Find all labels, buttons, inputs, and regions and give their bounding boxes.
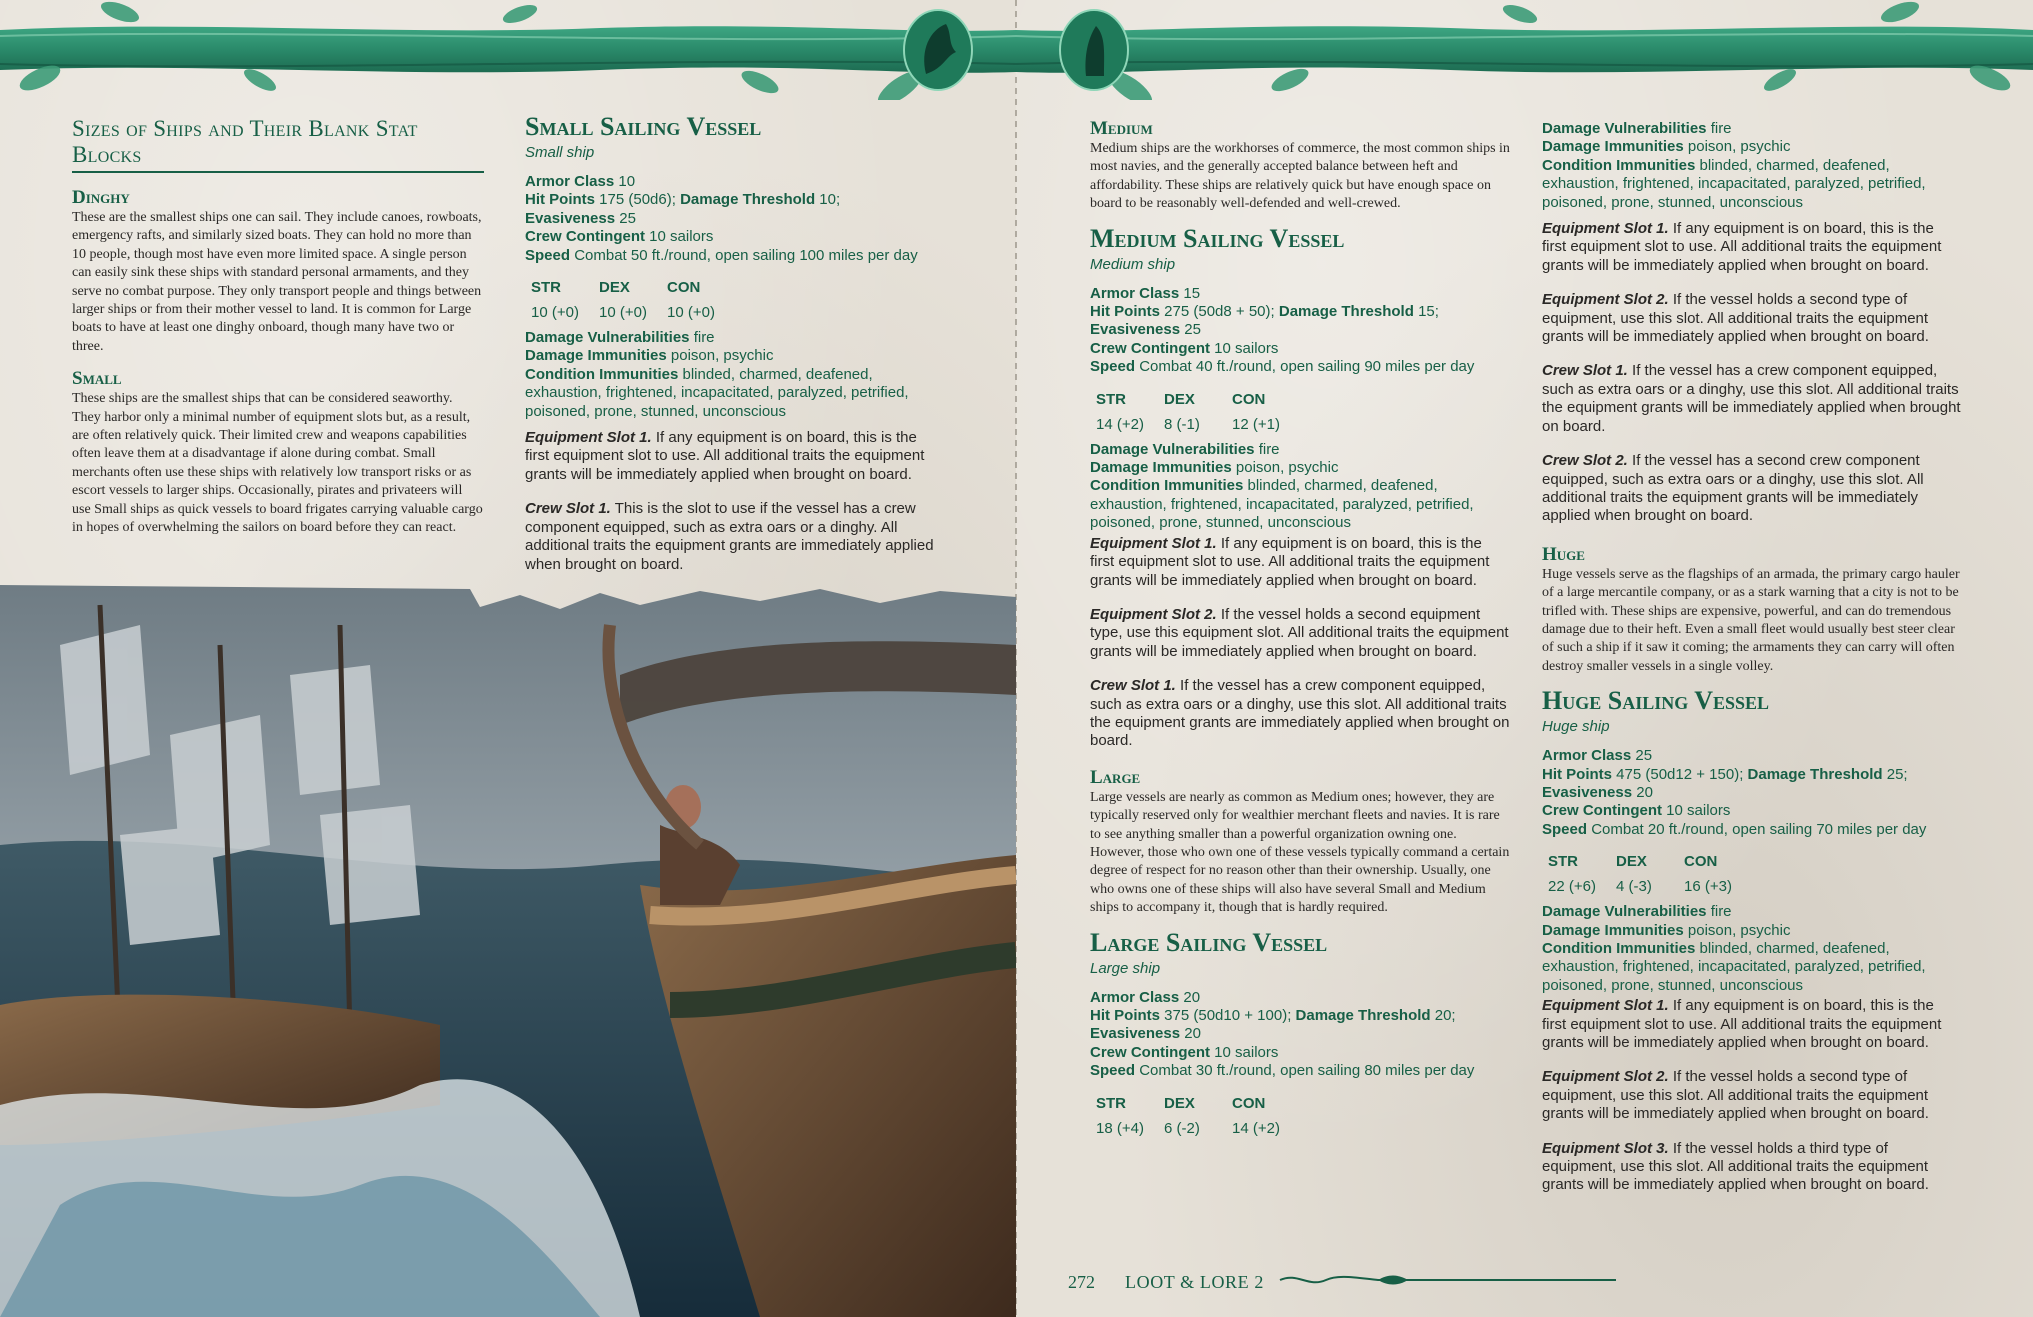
ability-scores: 10 (+0) 10 (+0) 10 (+0): [531, 304, 715, 322]
storm-ships-illustration: [0, 585, 1016, 1317]
medium-vessel-title: Medium Sailing Vessel: [1090, 223, 1345, 253]
dinghy-text: These are the smallest ships one can sail. They include canoes, rowboats, emergency rafts, and similarly sized boats. They can hold no more than 10 people, though most have even more limited space. A single person can easily sink these ships with standard personal armaments, and they serve no combat purpose. They only transport people and things between larger ships or from their mother vessel to land. It is common for Large boats to have at least one dinghy onboard, though many have two or three.: [72, 210, 482, 354]
ability-headers: STR DEX CON: [1096, 1094, 1266, 1112]
left-intro-column: [72, 116, 484, 538]
vulnerabilities-line: Damage Vulnerabilities fire: [525, 329, 715, 347]
crew-line: Crew Contingent 10 sailors: [1090, 339, 1279, 357]
condition-immunities-line: Condition Immunities blinded, charmed, deafened, exhaustion, frightened, incapacitated, paralyzed, petrified, poisoned, prone, stunned, unconscious: [525, 365, 909, 420]
small-heading: Small: [72, 368, 122, 390]
speed-line: Speed Combat 40 ft./round, open sailing 90 miles per day: [1090, 358, 1475, 376]
evasiveness-line: Evasiveness 25: [1090, 321, 1201, 339]
hit-points-line: Hit Points 275 (50d8 + 50); Damage Threshold 15;: [1090, 303, 1439, 321]
small-vessel-statblock: [525, 112, 945, 574]
trait: Crew Slot 1. If the vessel has a crew component equipped, such as extra oars or a dinghy, use this slot. All additional traits the equipment grants will be immediately applied when brought on board.: [1542, 362, 1961, 435]
trait: Equipment Slot 2. If the vessel holds a second type of equipment, use this slot. All additional traits the equipment grants will be immediately applied when brought on board.: [1542, 291, 1929, 346]
huge-vessel-title: Huge Sailing Vessel: [1542, 686, 1770, 716]
crew-line: Crew Contingent 10 sailors: [525, 228, 714, 246]
crew-line: Crew Contingent 10 sailors: [1090, 1043, 1279, 1061]
medium-text: Medium ships are the workhorses of commerce, the most common ships in most navies, and the generally accepted balance between heft and affordability. These ships are relatively quick but have enough space on board to be reasonably well-defended and well-crewed.: [1090, 141, 1510, 212]
condition-immunities-line: Condition Immunities blinded, charmed, deafened, exhaustion, frightened, incapacitated, paralyzed, petrified, poisoned, prone, stunned, unconscious: [1542, 156, 1926, 211]
trait: Crew Slot 1. If the vessel has a crew component equipped, such as extra oars or a dinghy, use this slot. All additional traits the equipment grants are immediately applied when brought on board.: [1090, 677, 1510, 750]
ability-headers: STR DEX CON: [531, 279, 701, 297]
small-text: These ships are the smallest ships that can be considered seaworthy. They harbor only a minimal number of equipment slots but, as a result, are often relatively quick. Their limited crew and weapons capabilities often leave them at a disadvantage if alone during combat. Small merchants often use these ships with relatively low transport risks or as escort vessels to larger ships. Occasionally, pirates and privateers will use Small ships as quick vessels to board frigates carrying valuable cargo in hopes of overwhelming the sailors on board before they can react.: [72, 391, 483, 536]
trait: Equipment Slot 1. If any equipment is on board, this is the first equipment slot to use. All additional traits the equipment grants will be immediately applied when brought on board.: [1542, 220, 1942, 274]
large-text: Large vessels are nearly as common as Medium ones; however, they are typically reserved only for wealthier merchant fleets and navies. It is rare to see anything smaller than a powerful organization owning one. However, those who own one of these vessels typically command a certain degree of respect for no reason other than their ownership. Usually, one who owns one of these ships will also have several Small and Medium ships to accompany it, though that is hardly required.: [1090, 789, 1510, 916]
huge-heading: Huge: [1542, 543, 1585, 565]
condition-immunities-line: Condition Immunities blinded, charmed, deafened, exhaustion, frightened, incapacitated, paralyzed, petrified, poisoned, prone, stunned, unconscious: [1090, 477, 1474, 532]
huge-vessel-subtitle: Huge ship: [1542, 718, 1610, 736]
trait: Crew Slot 2. If the vessel has a second crew component equipped, such as extra oars or a dinghy, use this slot. All additional traits the equipment grants will be immediately applied when brought on board.: [1542, 452, 1924, 525]
crew-line: Crew Contingent 10 sailors: [1542, 802, 1731, 820]
right-column-2: [1542, 120, 1962, 1195]
trait: Equipment Slot 2. If the vessel holds a second type of equipment, use this slot. All additional traits the equipment grants will be immediately applied when brought on board.: [1542, 1068, 1929, 1123]
ability-scores: 14 (+2) 8 (-1) 12 (+1): [1096, 415, 1280, 433]
hit-points-line: Hit Points 475 (50d12 + 150); Damage Threshold 25;: [1542, 765, 1908, 783]
medium-heading: Medium: [1090, 118, 1153, 139]
vulnerabilities-line: Damage Vulnerabilities fire: [1542, 120, 1732, 137]
armor-class-line: Armor Class 20: [1090, 988, 1201, 1006]
ability-headers: STR DEX CON: [1548, 853, 1718, 871]
large-vessel-subtitle: Large ship: [1090, 959, 1161, 977]
armor-class-line: Armor Class 10: [525, 173, 636, 190]
trait: Equipment Slot 3. If the vessel holds a third type of equipment, use this slot. All additional traits the equipment grants will be immediately applied when brought on board.: [1542, 1139, 1929, 1194]
speed-line: Speed Combat 30 ft./round, open sailing 80 miles per day: [1090, 1062, 1475, 1080]
ability-scores: 18 (+4) 6 (-2) 14 (+2): [1096, 1119, 1280, 1137]
immunities-line: Damage Immunities poison, psychic: [1542, 138, 1791, 156]
small-vessel-title: Small Sailing Vessel: [525, 112, 762, 141]
large-vessel-title: Large Sailing Vessel: [1090, 927, 1328, 957]
ability-headers: STR DEX CON: [1096, 390, 1266, 408]
section-title: Sizes of Ships and Their Blank Stat Blocks: [72, 116, 484, 173]
immunities-line: Damage Immunities poison, psychic: [525, 347, 774, 365]
hit-points-line: Hit Points 375 (50d10 + 100); Damage Threshold 20;: [1090, 1007, 1456, 1024]
trait: Equipment Slot 1. If any equipment is on board, this is the first equipment slot to use. All additional traits the equipment grants will be immediately applied when brought on board.: [1542, 997, 1942, 1052]
armor-class-line: Armor Class 15: [1090, 284, 1201, 302]
dinghy-heading: Dinghy: [72, 187, 130, 208]
evasiveness-line: Evasiveness 25: [525, 209, 636, 227]
immunities-line: Damage Immunities poison, psychic: [1090, 459, 1339, 477]
trait: Equipment Slot 1. If any equipment is on board, this is the first equipment slot to use. All additional traits the equipment grants will be immediately applied when brought on board.: [525, 429, 925, 483]
book-title: LOOT & LORE 2: [1125, 1272, 1264, 1292]
trait: Crew Slot 1. This is the slot to use if the vessel has a crew component equipped, such as extra oars or a dinghy. All additional traits the equipment grants are immediately applied when brought on board.: [525, 500, 934, 573]
ability-scores: 22 (+6) 4 (-3) 16 (+3): [1548, 878, 1732, 896]
page-footer: [1068, 1270, 1618, 1295]
vulnerabilities-line: Damage Vulnerabilities fire: [1090, 440, 1280, 458]
header-vine-banner: [0, 0, 2033, 100]
condition-immunities-line: Condition Immunities blinded, charmed, deafened, exhaustion, frightened, incapacitated, paralyzed, petrified, poisoned, prone, stunned, unconscious: [1542, 940, 1926, 994]
medium-vessel-subtitle: Medium ship: [1090, 255, 1176, 273]
trait: Equipment Slot 1. If any equipment is on board, this is the first equipment slot to use. All additional traits the equipment grants will be immediately applied when brought on board.: [1090, 534, 1490, 589]
immunities-line: Damage Immunities poison, psychic: [1542, 921, 1791, 939]
vulnerabilities-line: Damage Vulnerabilities fire: [1542, 903, 1732, 921]
hit-points-line: Hit Points 175 (50d6); Damage Threshold 10;: [525, 191, 841, 209]
right-column-1: [1090, 118, 1510, 1145]
evasiveness-line: Evasiveness 20: [1090, 1025, 1201, 1043]
small-vessel-subtitle: Small ship: [525, 144, 595, 161]
speed-line: Speed Combat 20 ft./round, open sailing 70 miles per day: [1542, 820, 1927, 838]
armor-class-line: Armor Class 25: [1542, 747, 1653, 765]
trait: Equipment Slot 2. If the vessel holds a second equipment type, use this equipment slot. All additional traits the equipment grants will be immediately applied when brought on board.: [1090, 605, 1509, 660]
evasiveness-line: Evasiveness 20: [1542, 783, 1653, 801]
speed-line: Speed Combat 50 ft./round, open sailing 100 miles per day: [525, 246, 918, 264]
footer-flourish-icon: [1278, 1270, 1618, 1295]
page-number: 272: [1068, 1272, 1095, 1292]
huge-text: Huge vessels serve as the flagships of an armada, the primary cargo hauler of a large mercantile company, or as a stark warning that a city is not to be trifled with. These ships are expensive, powerful, and can do tremendous damage due to their heft. Even a small fleet would usually best steer clear of such a ship if it saw it coming; the armaments they can carry will often destroy smaller vessels in a single volley.: [1542, 566, 1960, 674]
large-heading: Large: [1090, 766, 1141, 788]
